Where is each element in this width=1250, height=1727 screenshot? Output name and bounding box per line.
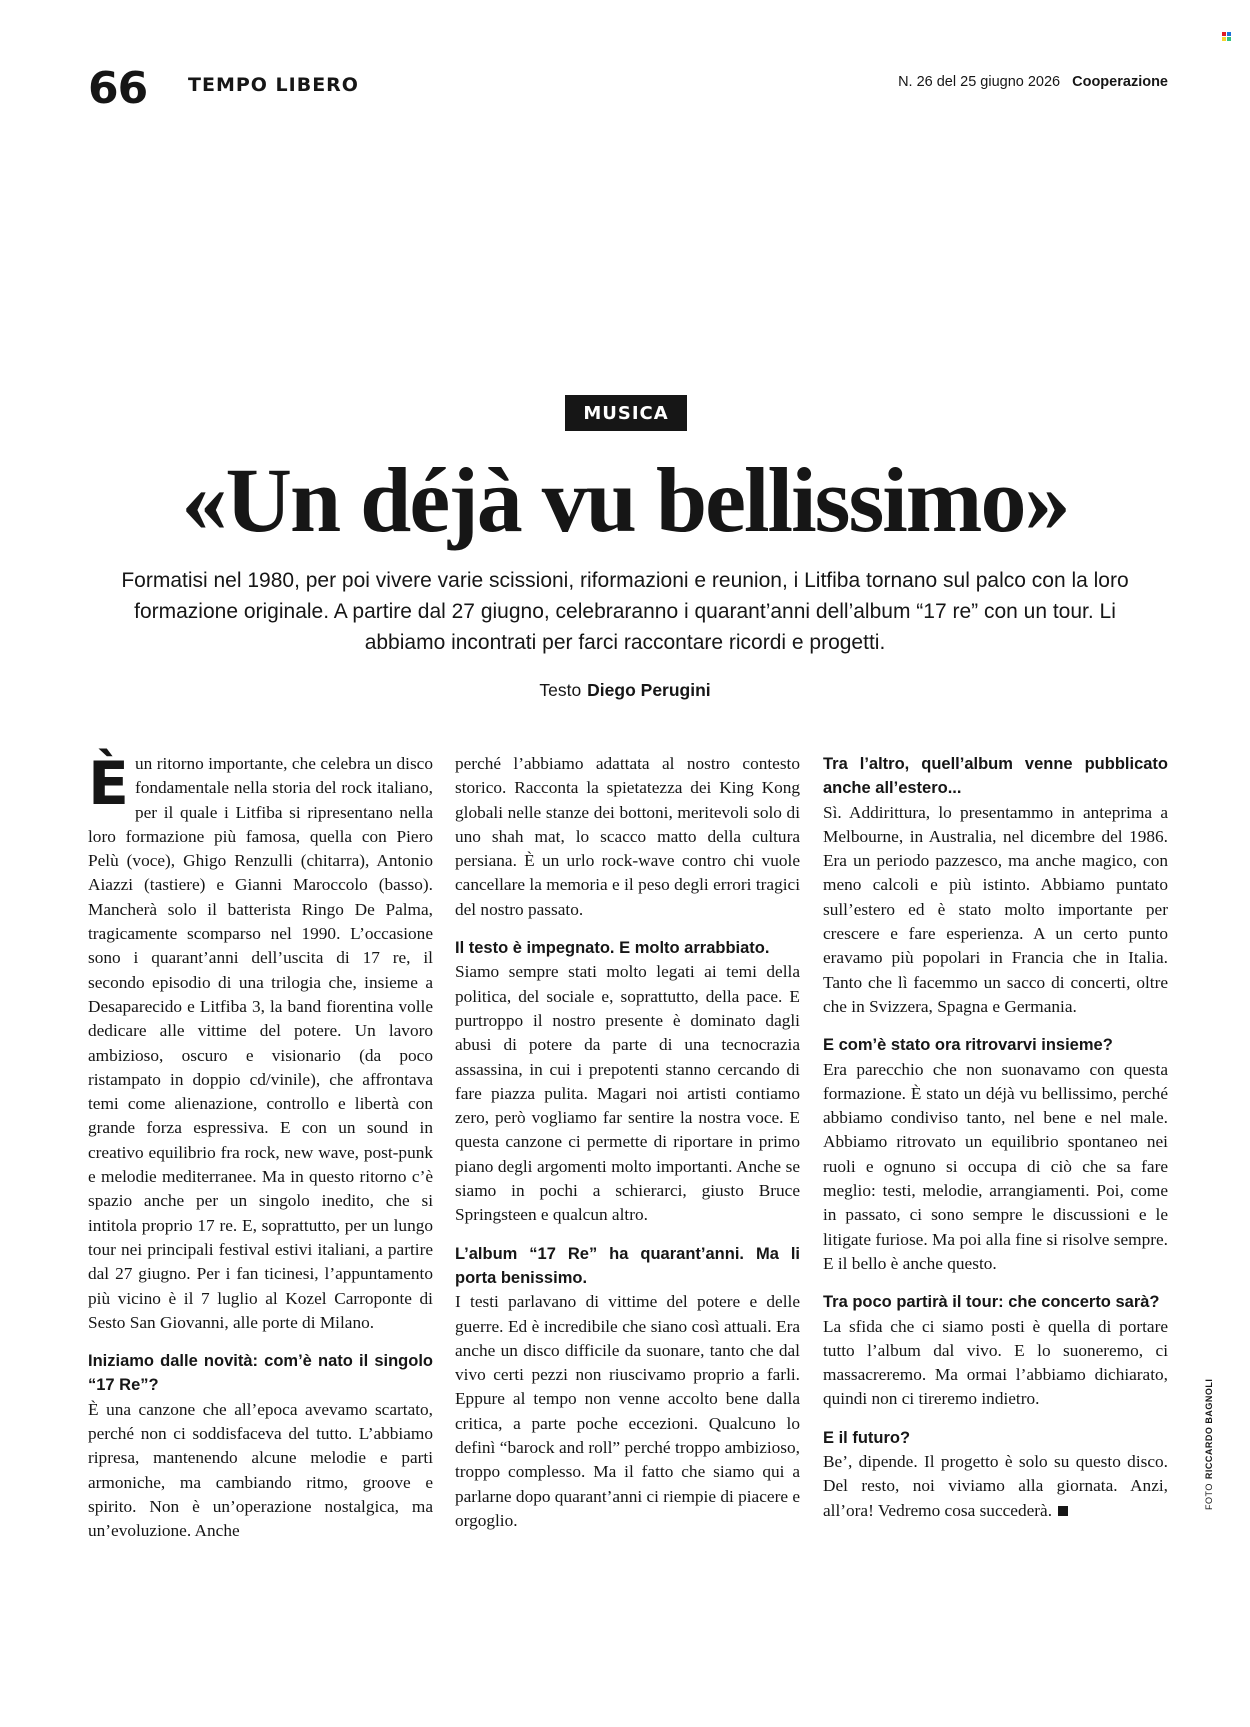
- question-7: E il futuro?: [823, 1428, 911, 1447]
- dropcap: È: [88, 749, 129, 819]
- answer-1-part-2: perché l’abbiamo adattata al nostro contesto storico. Racconta la spietatezza dei King Kong globali nelle stanze dei bottoni, meritevoli solo di uno shah mat, lo scacco matto della cultura persiana. È un urlo rock-wave contro chi vuole cancellare la memoria e il peso degli errori tragici del nostro passato.: [455, 754, 800, 919]
- answer-7-text: Be’, dipende. Il progetto è solo su questo disco. Del resto, noi viviamo alla giornata. Anzi, all’ora! Vedremo cosa succederà.: [823, 1452, 1168, 1520]
- page-number: 66: [88, 63, 148, 114]
- question-1: Iniziamo dalle novità: com’è nato il singolo “17 Re”?: [88, 1352, 433, 1395]
- question-2: Il testo è impegnato. E molto arrabbiato.: [455, 939, 770, 958]
- photo-credit-name: RICCARDO BAGNOLI: [1204, 1378, 1214, 1480]
- page-header: [88, 63, 1168, 116]
- article-column-3: [823, 752, 1168, 1523]
- intro-paragraph: [88, 749, 433, 1335]
- photo-credit-label: FOTO: [1204, 1483, 1214, 1510]
- category-badge: MUSICA: [565, 395, 687, 431]
- registration-mark-icon: [1222, 32, 1231, 41]
- question-5: E com’è stato ora ritrovarvi insieme?: [823, 1036, 1113, 1055]
- answer-6: La sfida che ci siamo posti è quella di portare tutto l’album dal vivo. E lo suoneremo, ci massacreremo. Ma ormai l’abbiamo dichiarato, quindi non ci tireremo indietro.: [823, 1316, 1168, 1409]
- standfirst: Formatisi nel 1980, per poi vivere varie scissioni, riformazioni e reunion, i Litfiba tornano sul palco con la loro formazione originale. A partire dal 27 giugno, celebraranno i quarant’anni dell’album “17 re” con un tour. Li abbiamo incontrati per farci raccontare ricordi e progetti.: [121, 569, 1129, 654]
- question-6: Tra poco partirà il tour: che concerto sarà?: [823, 1293, 1160, 1312]
- byline-author: Diego Perugini: [587, 680, 711, 700]
- intro-text: un ritorno importante, che celebra un disco fondamentale nella storia del rock italiano, per il quale i Litfiba si ripresentano nella loro formazione più famosa, quella con Piero Pelù (voce), Ghigo Renzulli (chitarra), Antonio Aiazzi (tastiere) e Gianni Maroccolo (basso). Mancherà solo il batterista Ringo De Palma, tragicamente scomparso nel 1990. L’occasione sono i quarant’anni dell’uscita di 17 re, il secondo episodio di una trilogia che, insieme a Desaparecido e Litfiba 3, la band fiorentina volle dedicare alle vittime del potere. Un lavoro ambizioso, oscuro e visionario (da poco ristampato in doppio cd/vinile), che affrontava temi come alienazione, controllo e libertà con grande forza espressiva. E con un sound in creativo equilibrio fra rock, new wave, post-punk e melodie mediterranee. Ma in questo ritorno c’è spazio anche per un singolo inedito, che si intitola proprio 17 re. E, soprattutto, per un lungo tour nei principali festival estivi italiani, a partire dal 27 giugno. Per i fan ticinesi, l’appuntamento più vicino è il 7 luglio al Kozel Carroponte di Sesto San Giovanni, alle porte di Milano.: [88, 754, 433, 1332]
- article-column-1: [88, 749, 433, 1544]
- issue-date: N. 26 del 25 giugno 2026: [898, 74, 1061, 90]
- end-mark-icon: [1058, 1506, 1068, 1516]
- photo-credit: [1204, 1379, 1214, 1510]
- article-column-2: [455, 752, 800, 1533]
- publication-name: Cooperazione: [1072, 74, 1168, 90]
- question-4: Tra l’altro, quell’album venne pubblicato anche all’estero...: [823, 755, 1168, 798]
- question-3: L’album “17 Re” ha quarant’anni. Ma li porta benissimo.: [455, 1244, 800, 1287]
- answer-1-part-1: È una canzone che all’epoca avevamo scartato, perché non ci soddisfaceva del tutto. L’abbiamo ripresa, mantenendo alcune melodie e parti armoniche, ma cambiando ritmo, groove e spirito. Non è un’operazione nostalgica, ma un’evoluzione. Anche: [88, 1399, 433, 1541]
- answer-5: Era parecchio che non suonavamo con questa formazione. È stato un déjà vu bellissimo, perché abbiamo condiviso tanto, nel bene e nel male. Abbiamo ritrovato un equilibrio spontaneo nei ruoli e ognuno si occupa di ciò che sa fare meglio: testi, melodie, arrangiamenti. Poi, come in passato, ci sono sempre le discussioni e le litigate furiose. Ma poi alla fine si risolve sempre. E il bello è anche questo.: [823, 1059, 1168, 1273]
- answer-4: Sì. Addirittura, lo presentammo in anteprima a Melbourne, in Australia, nel dicembre del 1986. Era un periodo pazzesco, ma anche magico, con meno calcoli e più istinto. Abbiamo puntato sull’estero ed è stato molto importante per crescere e fare esperienza. A un certo punto eravamo più popolari in Francia che in Italia. Tanto che lì facemmo un sacco di concerti, oltre che in Svizzera, Spagna e Germania.: [823, 802, 1168, 1016]
- issue-info: [898, 74, 1168, 90]
- headline: «Un déjà vu bellissimo»: [181, 449, 1069, 551]
- answer-3: I testi parlavano di vittime del potere e delle guerre. Ed è incredibile che siano così attuali. Era anche un disco difficile da suonare, tanto che dal vivo certi pezzi non riuscivamo proprio a farli. Eppure al tempo non venne accolto bene dalla critica, a parte poche eccezioni. Qualcuno lo definì “barock and roll” perché troppo ambizioso, troppo complesso. Ma il fatto che siamo qui a parlarne dopo quarant’anni ci riempie di piacere e orgoglio.: [455, 1292, 800, 1530]
- byline: [0, 680, 1250, 701]
- answer-2: Siamo sempre stati molto legati ai temi della politica, del sociale e, soprattutto, della pace. E purtroppo il nostro presente è dominato dagli abusi di potere da parte di una tecnocrazia assassina, in cui i prepotenti stanno cercando di fare piazza pulita. Magari noi artisti contiamo zero, però vogliamo far sentire la nostra voce. E questa canzone ci permette di riportare in primo piano degli argomenti molto importanti. Anche se siamo in pochi a schierarci, giusto Bruce Springsteen e qualcun altro.: [455, 962, 800, 1225]
- answer-7: [823, 1450, 1168, 1523]
- section-title: TEMPO LIBERO: [188, 74, 359, 96]
- byline-label: Testo: [539, 680, 582, 700]
